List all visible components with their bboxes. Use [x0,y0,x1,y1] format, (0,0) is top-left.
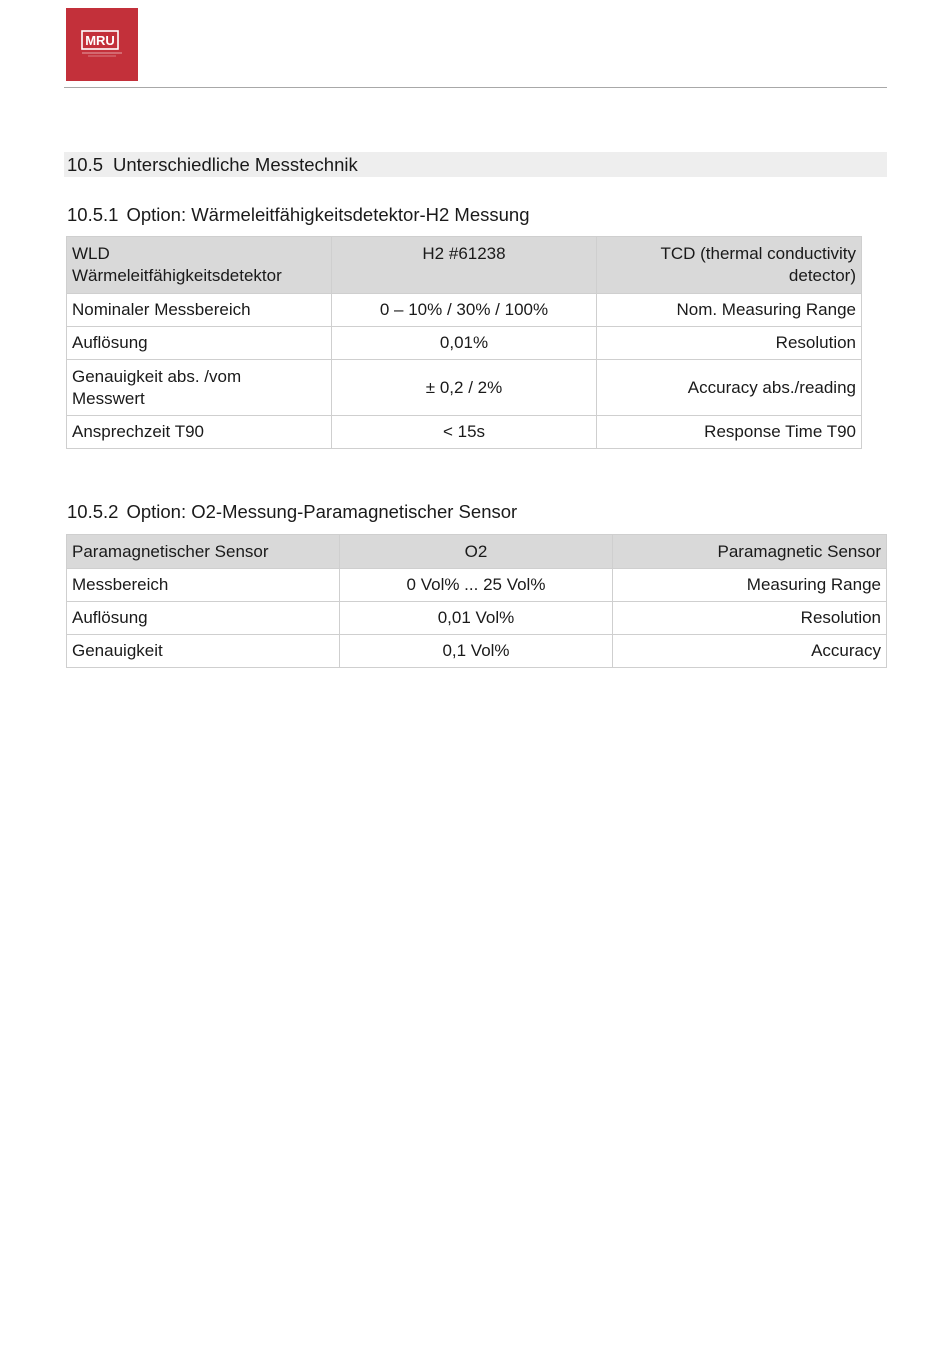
column-header [67,237,332,294]
table-cell: < 15s [332,416,597,449]
column-header [597,237,862,294]
table-cell: Auflösung [67,327,332,360]
subsection-title: Option: O2-Messung-Paramagnetischer Sensor [126,501,518,522]
logo-mark-icon [66,8,138,81]
table-cell: Measuring Range [613,569,887,602]
subsection-heading-h2 [67,203,530,227]
table-cell: Accuracy [613,635,887,668]
column-header: O2 [340,535,613,569]
company-logo [66,8,138,81]
column-header [332,237,597,294]
table-cell: Auflösung [67,602,340,635]
table-row [67,635,887,668]
column-header: Paramagnetic Sensor [613,535,887,569]
section-title: Unterschiedliche Messtechnik [113,154,358,175]
header-line: WLD Wärmeleitfähigkeitsdetektor [72,244,282,285]
paramagnetic-spec-table [66,534,887,668]
header-line: TCD (thermal conductivity detector) [660,244,856,285]
subsection-number: 10.5.1 [67,204,119,225]
header-divider [64,87,887,88]
table-cell: ± 0,2 / 2% [332,360,597,416]
table-cell: 0 Vol% ... 25 Vol% [340,569,613,602]
table-cell: Nom. Measuring Range [597,294,862,327]
column-header: Paramagnetischer Sensor [67,535,340,569]
table-row [67,294,862,327]
svg-text:MRU: MRU [85,33,115,48]
subsection-number: 10.5.2 [67,501,119,522]
table-row [67,602,887,635]
table-cell: Messbereich [67,569,340,602]
table-cell: 0 – 10% / 30% / 100% [332,294,597,327]
table-header-row [67,535,887,569]
subsection-heading-o2 [67,500,517,524]
table-row [67,327,862,360]
table-cell: Genauigkeit [67,635,340,668]
section-number: 10.5 [67,154,104,175]
table-cell: 0,01 Vol% [340,602,613,635]
table-cell: Genauigkeit abs. /vom Messwert [67,360,332,416]
table-cell: Resolution [597,327,862,360]
table-header-row [67,237,862,294]
table-row [67,360,862,416]
table-cell: 0,1 Vol% [340,635,613,668]
table-cell: Resolution [613,602,887,635]
subsection-title: Option: Wärmeleitfähigkeitsdetektor-H2 Messung [126,204,530,225]
table-row [67,416,862,449]
header-line: H2 #61238 [422,244,506,263]
table-cell: 0,01% [332,327,597,360]
section-heading [64,152,887,177]
table-cell: Ansprechzeit T90 [67,416,332,449]
table-cell: Nominaler Messbereich [67,294,332,327]
table-row [67,569,887,602]
table-cell: Response Time T90 [597,416,862,449]
table-cell: Accuracy abs./reading [597,360,862,416]
tcd-spec-table [66,236,862,449]
